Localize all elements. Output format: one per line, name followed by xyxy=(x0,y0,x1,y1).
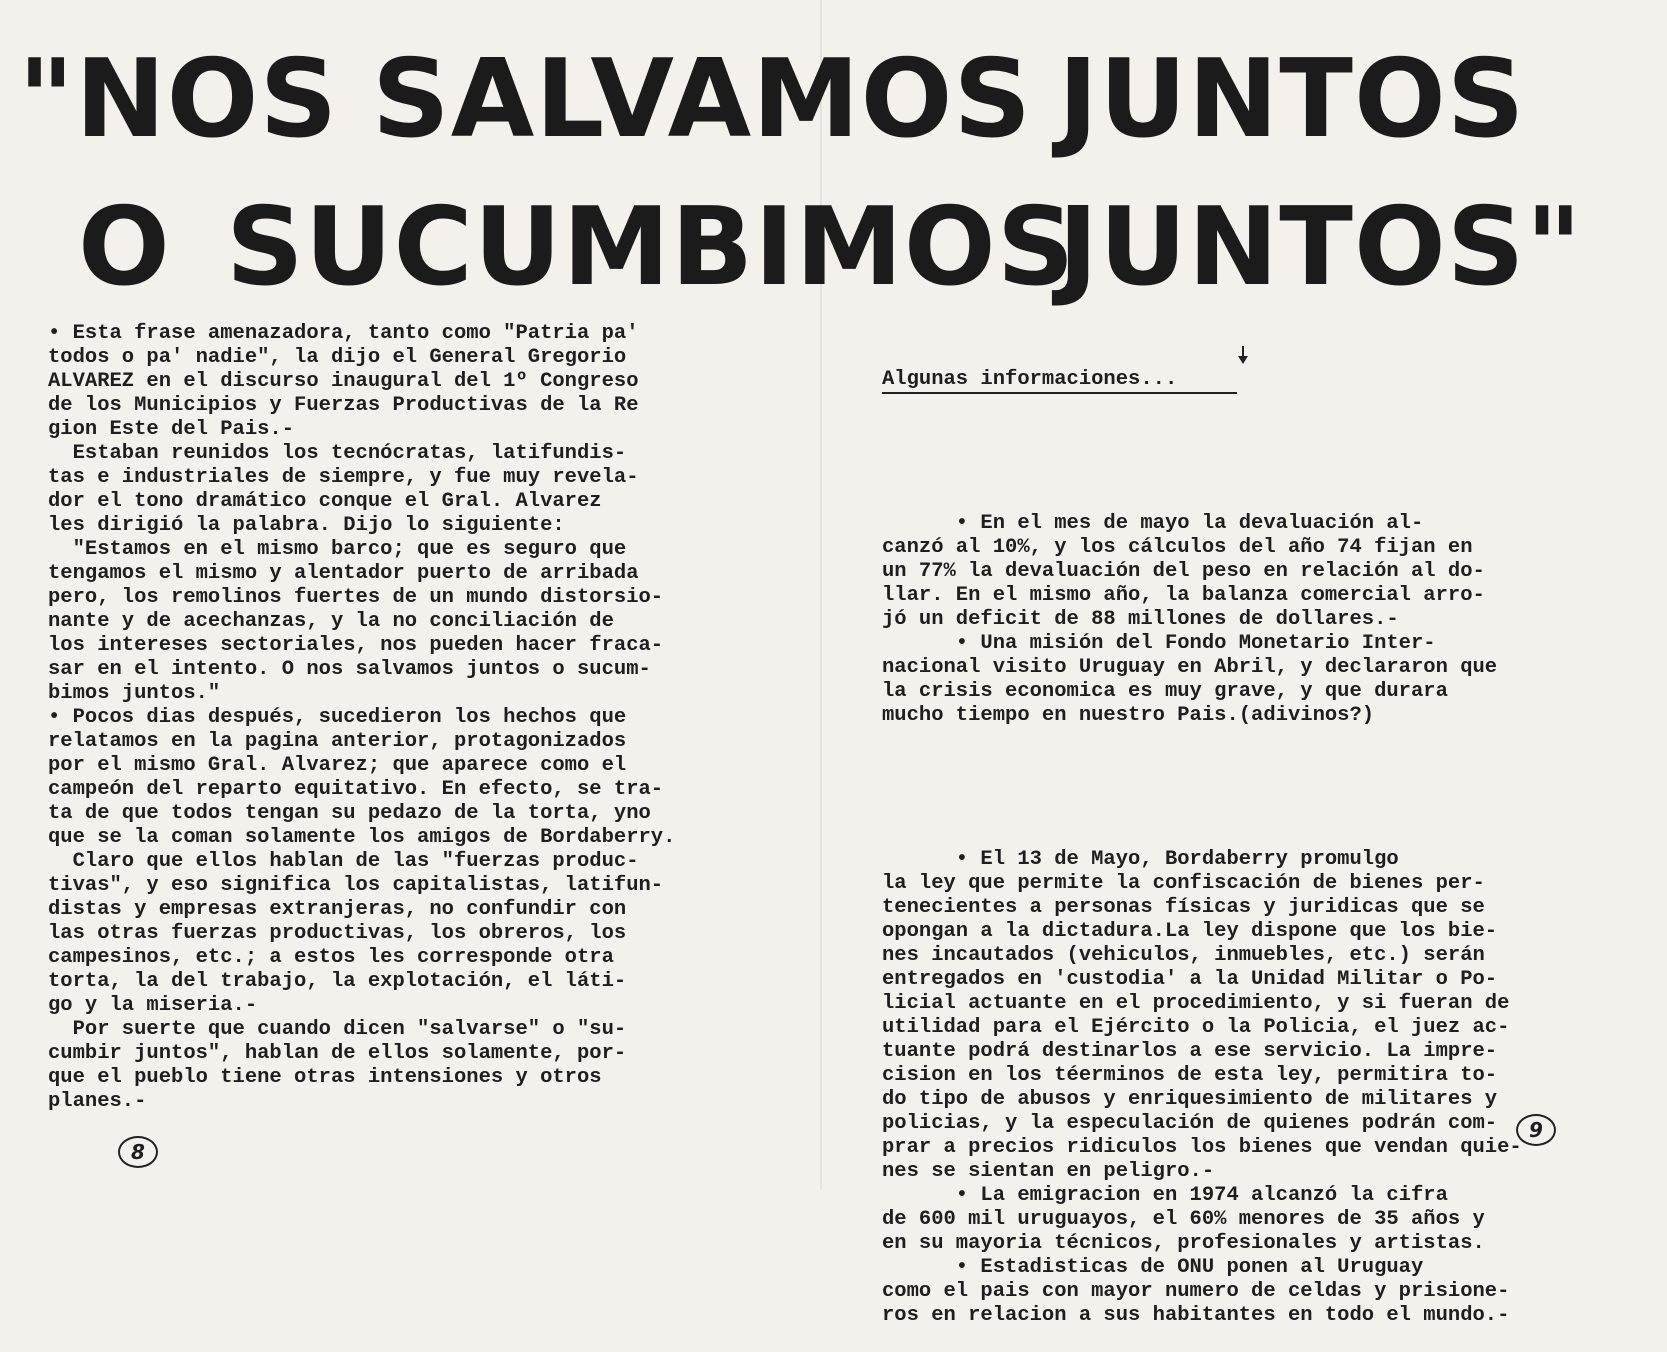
text-line: nante y de acechanzas, y la no conciliación de xyxy=(48,610,614,633)
text-line: que se la coman solamente los amigos de Bordaberry. xyxy=(48,826,676,849)
text-line: llar. En el mismo año, la balanza comercial arro- xyxy=(882,584,1485,607)
headline-word: SUCUMBIMOS xyxy=(226,185,1076,310)
text-line: campesinos, etc.; a estos les corresponde otra xyxy=(48,946,614,969)
text-line: torta, la del trabajo, la explotación, el láti- xyxy=(48,970,627,993)
text-line: • En el mes de mayo la devaluación al- xyxy=(882,512,1424,535)
text-line: • Pocos dias después, sucedieron los hechos que xyxy=(48,706,627,729)
text-line: go y la miseria.- xyxy=(48,994,258,1017)
text-line: "Estamos en el mismo barco; que es seguro que xyxy=(48,538,627,561)
right-column-text xyxy=(882,320,1622,1352)
text-line: de los Municipios y Fuerzas Productivas de la Re xyxy=(48,394,639,417)
headline-line-1 xyxy=(0,37,1667,162)
text-line: en su mayoria técnicos, profesionales y artistas. xyxy=(882,1232,1485,1255)
text-line: entregados en 'custodia' a la Unidad Militar o Po- xyxy=(882,968,1498,991)
text-line: la crisis economica es muy grave, y que durara xyxy=(882,680,1448,703)
text-line: por el mismo Gral. Alvarez; que aparece como el xyxy=(48,754,627,777)
text-line: tas e industriales de siempre, y fue muy revela- xyxy=(48,466,639,489)
text-line: Por suerte que cuando dicen "salvarse" o "su- xyxy=(48,1018,627,1041)
text-line: pero, los remolinos fuertes de un mundo distorsio- xyxy=(48,586,664,609)
text-line: bimos juntos." xyxy=(48,682,221,705)
text-line: • El 13 de Mayo, Bordaberry promulgo xyxy=(882,848,1399,871)
text-line: jó un deficit de 88 millones de dollares.- xyxy=(882,608,1399,631)
text-line: gion Este del Pais.- xyxy=(48,418,295,441)
headline-word: JUNTOS xyxy=(1058,37,1526,162)
text-line: tenecientes a personas físicas y juridicas que se xyxy=(882,896,1485,919)
text-line: • Estadisticas de ONU ponen al Uruguay xyxy=(882,1256,1424,1279)
right-block-economy xyxy=(882,512,1622,728)
text-line: les dirigió la palabra. Dijo lo siguiente: xyxy=(48,514,565,537)
page-number-right: 9 xyxy=(1516,1114,1556,1146)
text-line: • Una misión del Fondo Monetario Inter- xyxy=(882,632,1436,655)
text-line: do tipo de abusos y enriquesimiento de militares y xyxy=(882,1088,1498,1111)
text-line: nes se sientan en peligro.- xyxy=(882,1160,1215,1183)
text-line: de 600 mil uruguayos, el 60% menores de 35 años y xyxy=(882,1208,1485,1231)
text-line: relatamos en la pagina anterior, protagonizados xyxy=(48,730,627,753)
text-line: los intereses sectoriales, nos pueden hacer fraca- xyxy=(48,634,664,657)
arrow-down-icon xyxy=(1238,346,1248,364)
text-line: licial actuante en el procedimiento, y si fueran de xyxy=(882,992,1510,1015)
text-line: tengamos el mismo y alentador puerto de arribada xyxy=(48,562,639,585)
text-line: todos o pa' nadie", la dijo el General Gregorio xyxy=(48,346,627,369)
text-line: • La emigracion en 1974 alcanzó la cifra xyxy=(882,1184,1448,1207)
headline-word: SALVAMOS xyxy=(372,37,1033,162)
right-block-confiscation xyxy=(882,848,1622,1328)
text-line: como el pais con mayor numero de celdas y prisione- xyxy=(882,1280,1510,1303)
text-line: nes incautados (vehiculos, inmuebles, etc.) serán xyxy=(882,944,1485,967)
headline-word: "NOS xyxy=(18,37,339,162)
text-line: un 77% la devaluación del peso en relación al do- xyxy=(882,560,1485,583)
text-line: tivas", y eso significa los capitalistas, latifun- xyxy=(48,874,664,897)
text-line: sar en el intento. O nos salvamos juntos o sucum- xyxy=(48,658,651,681)
text-line: ALVAREZ en el discurso inaugural del 1º Congreso xyxy=(48,370,639,393)
text-line: ros en relacion a sus habitantes en todo el mundo.- xyxy=(882,1304,1510,1327)
text-line: • Esta frase amenazadora, tanto como "Patria pa' xyxy=(48,322,639,345)
text-line: planes.- xyxy=(48,1090,147,1113)
page-number-left: 8 xyxy=(118,1136,158,1168)
text-line: ta de que todos tengan su pedazo de la torta, yno xyxy=(48,802,651,825)
text-line: prar a precios ridiculos los bienes que vendan quie- xyxy=(882,1136,1522,1159)
text-line: dor el tono dramático conque el Gral. Alvarez xyxy=(48,490,602,513)
text-line: tuante podrá destinarlos a ese servicio. La impre- xyxy=(882,1040,1498,1063)
text-line: canzó al 10%, y los cálculos del año 74 fijan en xyxy=(882,536,1473,559)
text-line: opongan a la dictadura.La ley dispone que los bie- xyxy=(882,920,1498,943)
section-title: Algunas informaciones... xyxy=(882,368,1237,394)
text-line: las otras fuerzas productivas, los obreros, los xyxy=(48,922,627,945)
text-line: policias, y la especulación de quienes podrán com- xyxy=(882,1112,1498,1135)
text-line: Estaban reunidos los tecnócratas, latifundis- xyxy=(48,442,627,465)
text-line: campeón del reparto equitativo. En efecto, se tra- xyxy=(48,778,664,801)
text-line: utilidad para el Ejército o la Policia, el juez ac- xyxy=(882,1016,1510,1039)
text-line: que el pueblo tiene otras intensiones y otros xyxy=(48,1066,602,1089)
headline-line-2 xyxy=(0,185,1667,310)
text-line: cumbir juntos", hablan de ellos solamente, por- xyxy=(48,1042,627,1065)
text-line: mucho tiempo en nuestro Pais.(adivinos?) xyxy=(882,704,1375,727)
text-line: cision en los téerminos de esta ley, permitira to- xyxy=(882,1064,1498,1087)
headline-word: O xyxy=(78,185,171,310)
text-line: distas y empresas extranjeras, no confundir con xyxy=(48,898,627,921)
page-fold xyxy=(820,0,822,1189)
left-column-text xyxy=(48,322,793,1114)
text-line: nacional visito Uruguay en Abril, y declararon que xyxy=(882,656,1498,679)
headline-word: JUNTOS" xyxy=(1058,185,1583,310)
text-line: la ley que permite la confiscación de bienes per- xyxy=(882,872,1485,895)
text-line: Claro que ellos hablan de las "fuerzas produc- xyxy=(48,850,639,873)
